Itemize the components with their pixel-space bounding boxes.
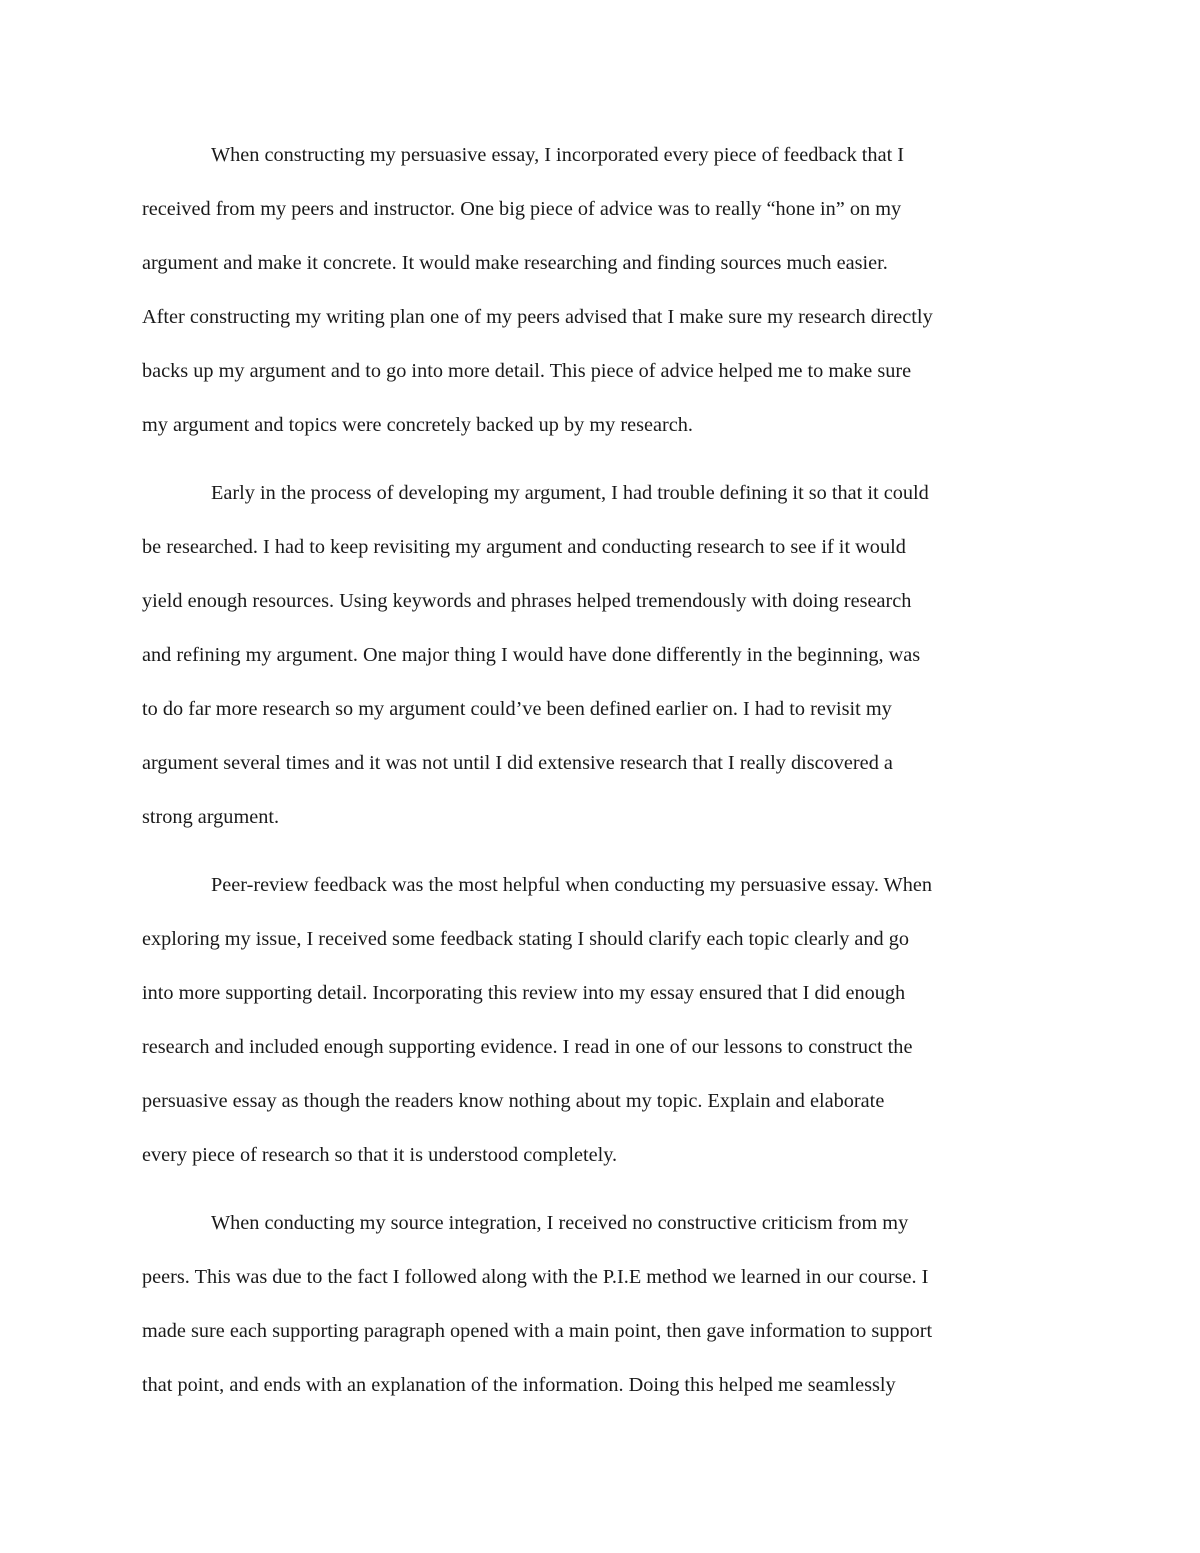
text-line: my argument and topics were concretely backed up by my research. — [142, 414, 693, 436]
text-line: peers. This was due to the fact I followed along with the P.I.E method we learned in our course. I — [142, 1266, 929, 1288]
text-line: every piece of research so that it is understood completely. — [142, 1144, 618, 1166]
paragraph-1 — [142, 128, 1060, 452]
text-line: backs up my argument and to go into more detail. This piece of advice helped me to make sure — [142, 360, 912, 382]
text-line: When constructing my persuasive essay, I incorporated every piece of feedback that I — [211, 144, 905, 166]
document-body — [142, 128, 1060, 1412]
text-line: received from my peers and instructor. One big piece of advice was to really “hone in” on my — [142, 198, 902, 220]
text-line: Early in the process of developing my argument, I had trouble defining it so that it could — [211, 482, 929, 504]
paragraph-2 — [142, 466, 1060, 844]
text-line: argument and make it concrete. It would make researching and finding sources much easier. — [142, 252, 888, 274]
text-line: to do far more research so my argument could’ve been defined earlier on. I had to revisit my — [142, 698, 892, 720]
text-line: Peer-review feedback was the most helpful when conducting my persuasive essay. When — [211, 874, 933, 896]
text-line: into more supporting detail. Incorporating this review into my essay ensured that I did enough — [142, 982, 906, 1004]
text-line: research and included enough supporting evidence. I read in one of our lessons to construct the — [142, 1036, 913, 1058]
text-line: be researched. I had to keep revisiting my argument and conducting research to see if it would — [142, 536, 906, 558]
text-line: When conducting my source integration, I received no constructive criticism from my — [211, 1212, 909, 1234]
text-line: yield enough resources. Using keywords and phrases helped tremendously with doing research — [142, 590, 912, 612]
paragraph-4 — [142, 1196, 1060, 1412]
paragraph-3 — [142, 858, 1060, 1182]
text-line: and refining my argument. One major thing I would have done differently in the beginning, was — [142, 644, 921, 666]
text-line: exploring my issue, I received some feedback stating I should clarify each topic clearly and go — [142, 928, 910, 950]
text-line: that point, and ends with an explanation of the information. Doing this helped me seamlessly — [142, 1374, 896, 1396]
text-line: made sure each supporting paragraph opened with a main point, then gave information to support — [142, 1320, 933, 1342]
text-line: After constructing my writing plan one of my peers advised that I make sure my research directly — [142, 306, 933, 328]
text-line: persuasive essay as though the readers know nothing about my topic. Explain and elaborate — [142, 1090, 885, 1112]
text-line: argument several times and it was not until I did extensive research that I really discovered a — [142, 752, 893, 774]
text-line: strong argument. — [142, 806, 280, 828]
